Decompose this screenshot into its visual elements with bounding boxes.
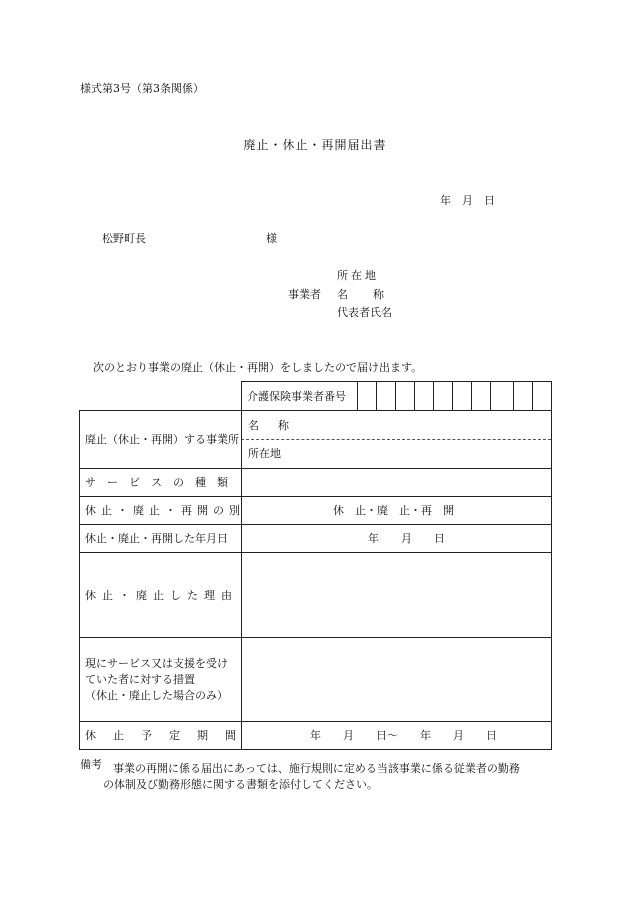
service-type-label: サービスの種類 <box>85 476 239 489</box>
reason-label: 休止・廃止した理由 <box>85 589 238 602</box>
note-heading: 備考 <box>80 758 102 771</box>
addressee-name: 松野町長 <box>102 232 146 245</box>
planned-period-label: 休止予定期間 <box>85 729 253 742</box>
intro-sentence: 次のとおり事業の廃止（休止・再開）をしましたので届け出ます。 <box>93 361 423 374</box>
addressee-honorific: 様 <box>266 232 277 245</box>
measures-label-line3: （休止・廃止した場合のみ） <box>85 689 228 702</box>
note-line2: の体制及び勤務形態に関する書類を添付してください。 <box>103 778 378 791</box>
business-name-label: 名 称 <box>337 288 385 301</box>
business-representative-label: 代表者氏名 <box>337 306 392 319</box>
category-label: 休止・廃止・再開の別 <box>85 504 245 517</box>
category-options: 休 止・廃 止・再 開 <box>333 504 454 517</box>
planned-period-value: 年 月 日〜 年 月 日 <box>310 729 497 742</box>
office-label: 廃止（休止・再開）する事業所 <box>85 433 239 446</box>
form-number: 様式第3号（第3条関係） <box>80 82 204 95</box>
submission-date: 年 月 日 <box>440 194 495 207</box>
business-label: 事業者 <box>288 288 321 301</box>
measures-label-line1: 現にサービス又は支援を受け <box>85 657 228 670</box>
effective-date-label: 休止・廃止・再開した年月日 <box>85 532 228 545</box>
office-name-label: 名 称 <box>248 419 293 432</box>
measures-label-line2: ていた者に対する措置 <box>85 673 195 686</box>
office-location-label: 所在地 <box>248 447 281 460</box>
effective-date-value: 年 月 日 <box>368 532 445 545</box>
note-line1: 事業の再開に係る届出にあっては、施行規則に定める当該事業に係る従業者の勤務 <box>113 762 520 775</box>
document-title: 廃止・休止・再開届出書 <box>243 138 387 152</box>
provider-number-label: 介護保険事業者番号 <box>247 390 346 403</box>
business-address-label: 所在地 <box>337 269 379 282</box>
